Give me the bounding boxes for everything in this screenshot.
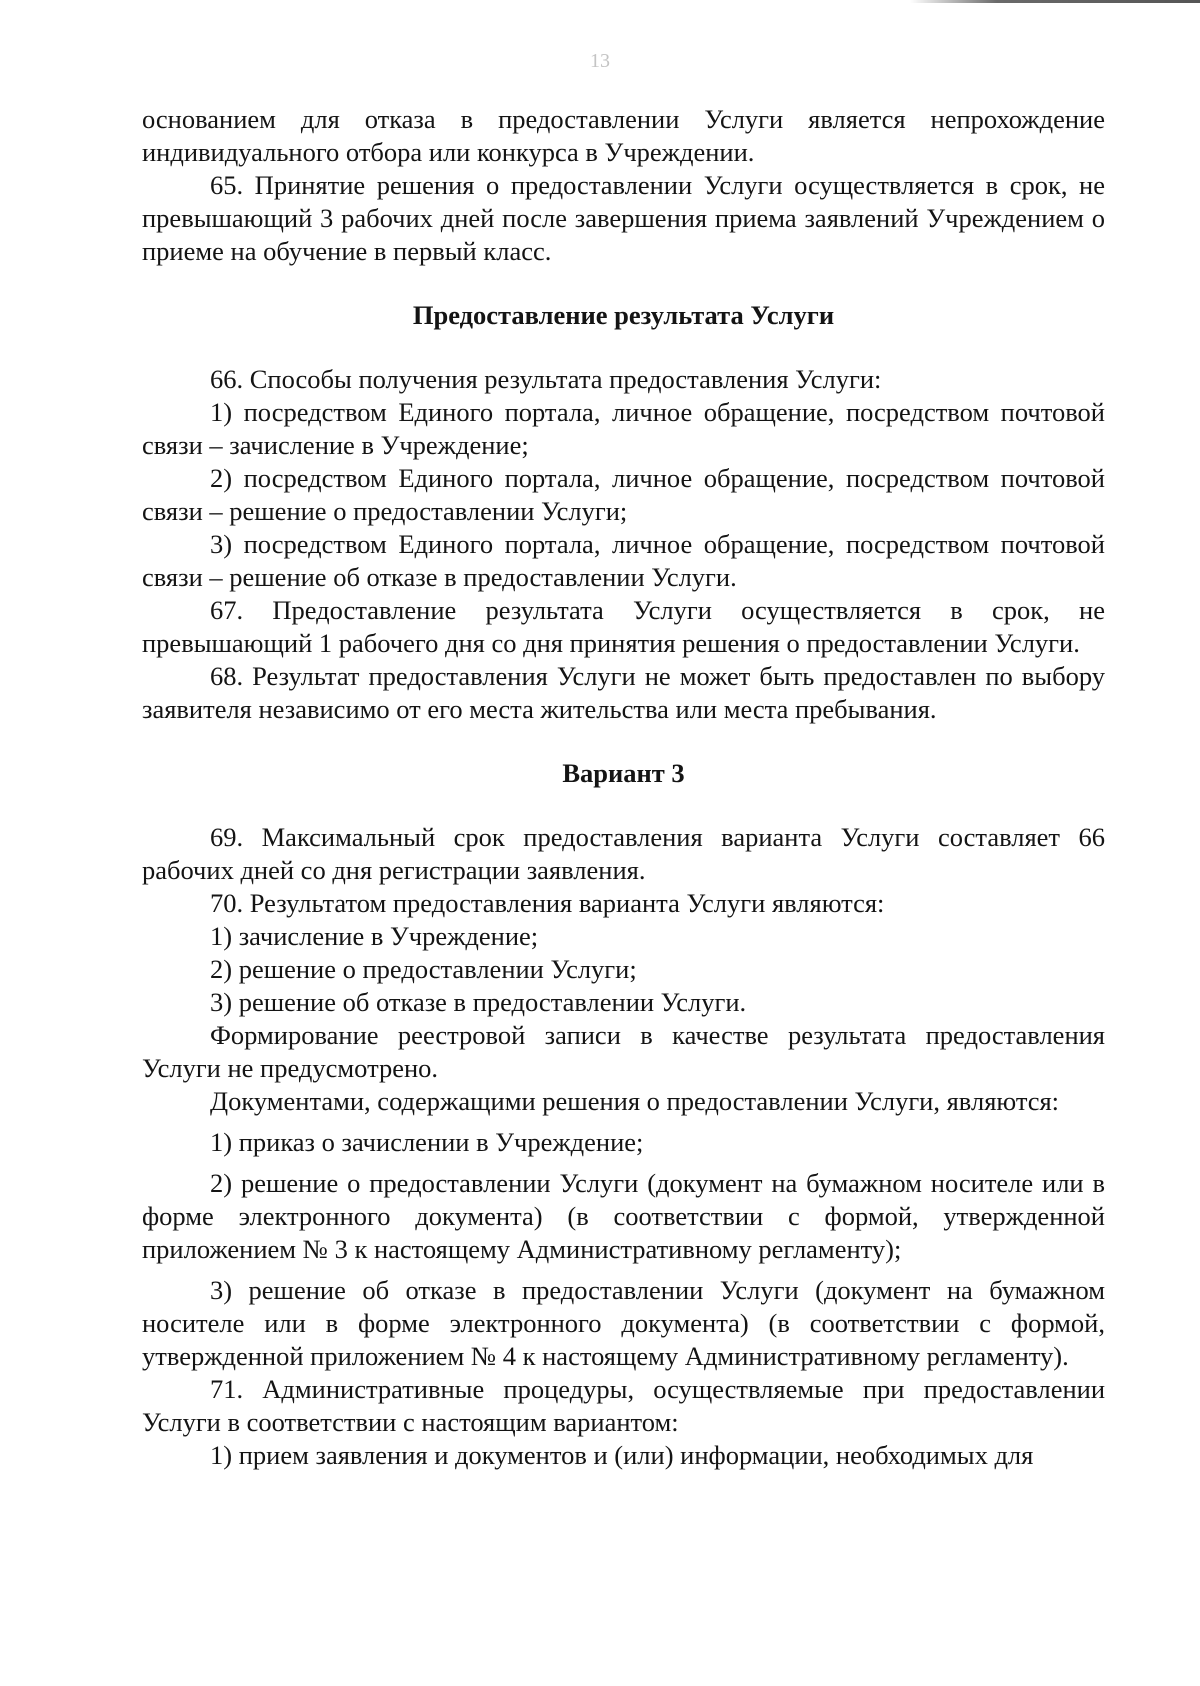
paragraph-70-item-3: 3) решение об отказе в предоставлении Услуги. bbox=[210, 987, 747, 1017]
scan-edge-mark bbox=[910, 0, 1200, 3]
paragraph-documents-item-2: 2) решение о предоставлении Услуги (документ на бумажном носителе или в форме электронного документа) (в соответствии с формой, утвержденной приложением № 3 к настоящему Административному регламенту); bbox=[142, 1168, 1105, 1264]
page-number: 13 bbox=[590, 50, 610, 72]
heading-result-provision: Предоставление результата Услуги bbox=[412, 300, 835, 330]
paragraph-66-item-3: 3) посредством Единого портала, личное обращение, посредством почтовой связи – решение об отказе в предоставлении Услуги. bbox=[142, 529, 1105, 592]
paragraph-71: 71. Административные процедуры, осуществляемые при предоставлении Услуги в соответствии с настоящим вариантом: bbox=[142, 1374, 1105, 1437]
paragraph-71-item-1: 1) прием заявления и документов и (или) информации, необходимых для bbox=[210, 1440, 1034, 1470]
paragraph-69: 69. Максимальный срок предоставления варианта Услуги составляет 66 рабочих дней со дня регистрации заявления. bbox=[142, 822, 1105, 885]
paragraph-65: 65. Принятие решения о предоставлении Услуги осуществляется в срок, не превышающий 3 рабочих дней после завершения приема заявлений Учреждением о приеме на обучение в первый класс. bbox=[142, 170, 1105, 266]
paragraph-documents-item-1: 1) приказ о зачислении в Учреждение; bbox=[210, 1127, 644, 1157]
paragraph-68: 68. Результат предоставления Услуги не может быть предоставлен по выбору заявителя независимо от его места жительства или места пребывания. bbox=[142, 661, 1105, 724]
paragraph-documents-item-3: 3) решение об отказе в предоставлении Услуги (документ на бумажном носителе или в форме электронного документа) (в соответствии с формой, утвержденной приложением № 4 к настоящему Административному регламенту). bbox=[142, 1275, 1105, 1371]
paragraph-70-item-1: 1) зачисление в Учреждение; bbox=[210, 921, 539, 951]
paragraph-66-item-2: 2) посредством Единого портала, личное обращение, посредством почтовой связи – решение о предоставлении Услуги; bbox=[142, 463, 1105, 526]
document-body bbox=[142, 103, 1105, 1472]
paragraph-registry: Формирование реестровой записи в качестве результата предоставления Услуги не предусмотрено. bbox=[142, 1020, 1105, 1083]
paragraph-66: 66. Способы получения результата предоставления Услуги: bbox=[210, 364, 882, 394]
heading-variant-3: Вариант 3 bbox=[562, 758, 685, 788]
paragraph-70: 70. Результатом предоставления варианта Услуги являются: bbox=[210, 888, 885, 918]
paragraph-documents: Документами, содержащими решения о предоставлении Услуги, являются: bbox=[210, 1086, 1060, 1116]
paragraph-70-item-2: 2) решение о предоставлении Услуги; bbox=[210, 954, 637, 984]
paragraph-intro: основанием для отказа в предоставлении Услуги является непрохождение индивидуального отбора или конкурса в Учреждении. bbox=[142, 104, 1105, 167]
paragraph-67: 67. Предоставление результата Услуги осуществляется в срок, не превышающий 1 рабочего дня со дня принятия решения о предоставлении Услуги. bbox=[142, 595, 1105, 658]
paragraph-66-item-1: 1) посредством Единого портала, личное обращение, посредством почтовой связи – зачисление в Учреждение; bbox=[142, 397, 1105, 460]
